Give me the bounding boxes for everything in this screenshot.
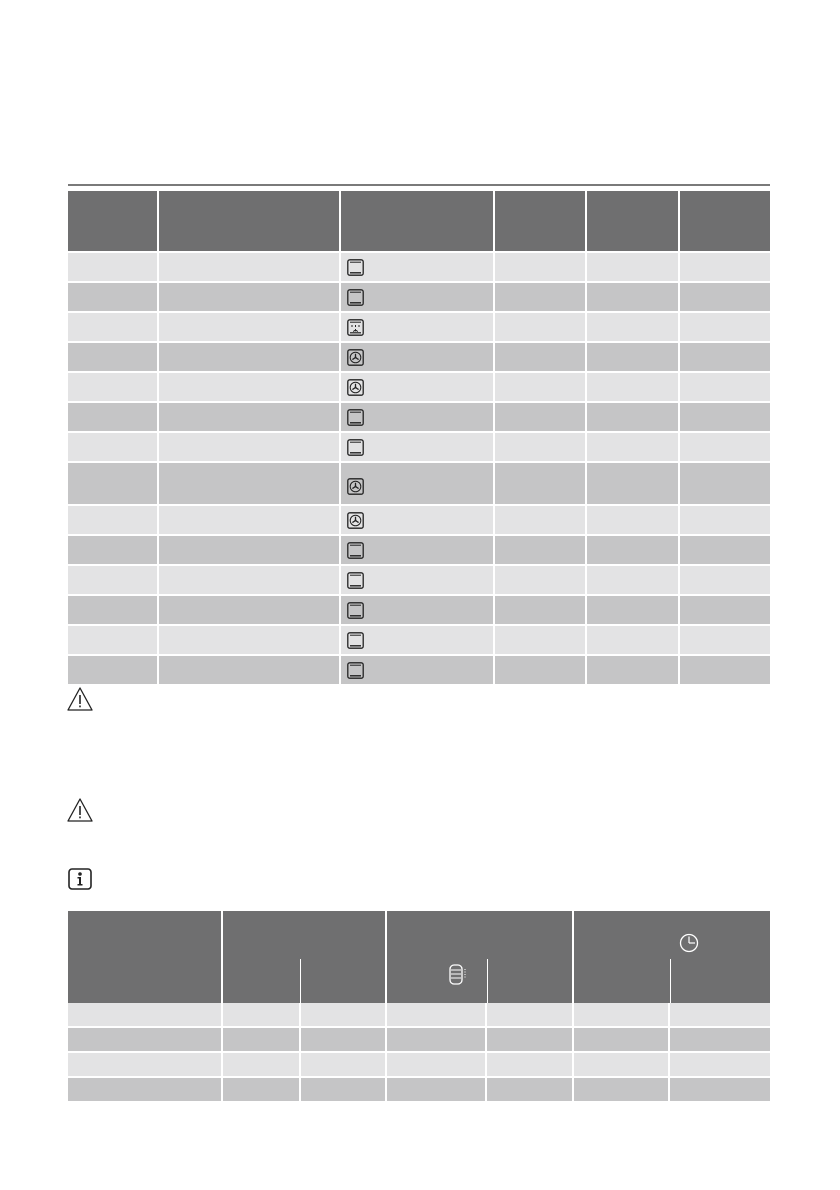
function-cell xyxy=(340,342,494,372)
table-cell xyxy=(158,595,340,625)
table-cell xyxy=(68,1027,222,1052)
table-cell xyxy=(494,432,586,462)
table-cell xyxy=(573,1052,669,1077)
cooking-table-header xyxy=(68,191,770,252)
table-row xyxy=(68,252,770,282)
header-cell-4 xyxy=(494,191,586,252)
conventional-cooking-icon xyxy=(347,572,364,589)
table-cell xyxy=(586,432,679,462)
table-cell xyxy=(586,625,679,655)
conventional-cooking-icon xyxy=(347,602,364,619)
table-row xyxy=(68,1003,770,1027)
true-fan-cooking-icon xyxy=(347,379,364,396)
function-cell xyxy=(340,282,494,312)
table-cell xyxy=(486,1052,573,1077)
table-cell xyxy=(679,625,770,655)
table-cell xyxy=(586,402,679,432)
conventional-cooking-icon xyxy=(347,439,364,456)
table-cell xyxy=(68,312,158,342)
table-cell xyxy=(586,342,679,372)
function-cell xyxy=(340,625,494,655)
table-cell xyxy=(494,312,586,342)
function-cell xyxy=(340,312,494,342)
table-cell xyxy=(158,342,340,372)
true-fan-cooking-icon xyxy=(347,478,364,495)
header-group-1 xyxy=(68,911,222,1003)
table-cell xyxy=(679,252,770,282)
table-cell xyxy=(679,312,770,342)
header-cell-1 xyxy=(68,191,158,252)
header-group-2 xyxy=(222,911,386,1003)
table-cell xyxy=(386,1003,486,1027)
table-cell xyxy=(679,402,770,432)
table-row xyxy=(68,372,770,402)
table-cell xyxy=(586,595,679,625)
table-cell xyxy=(68,1003,222,1027)
table-cell xyxy=(158,252,340,282)
table-cell xyxy=(669,1027,770,1052)
table-cell xyxy=(68,625,158,655)
table-cell xyxy=(486,1003,573,1027)
table-cell xyxy=(669,1003,770,1027)
table-row xyxy=(68,342,770,372)
header-cell-2 xyxy=(158,191,340,252)
header-cell-5 xyxy=(586,191,679,252)
table-cell xyxy=(158,402,340,432)
table-cell xyxy=(386,1027,486,1052)
conventional-cooking-icon xyxy=(347,632,364,649)
table-cell xyxy=(158,655,340,685)
table-row xyxy=(68,535,770,565)
function-cell xyxy=(340,432,494,462)
table-cell xyxy=(586,252,679,282)
header-group-3 xyxy=(386,911,573,1003)
pizza-setting-icon xyxy=(347,319,364,336)
table-cell xyxy=(494,462,586,505)
table-row xyxy=(68,1027,770,1052)
table-row xyxy=(68,282,770,312)
table-cell xyxy=(679,342,770,372)
table-row xyxy=(68,1052,770,1077)
table-row xyxy=(68,565,770,595)
table-cell xyxy=(158,505,340,535)
top-divider-rule xyxy=(68,184,770,186)
table-cell xyxy=(68,655,158,685)
conventional-cooking-icon xyxy=(347,259,364,276)
function-cell xyxy=(340,655,494,685)
table-cell xyxy=(494,565,586,595)
table-cell xyxy=(586,282,679,312)
table-cell xyxy=(669,1052,770,1077)
table-cell xyxy=(573,1077,669,1102)
table-cell xyxy=(494,252,586,282)
table-cell xyxy=(586,312,679,342)
table-cell xyxy=(68,505,158,535)
function-cell xyxy=(340,372,494,402)
table-cell xyxy=(158,372,340,402)
table-cell xyxy=(586,565,679,595)
table-cell xyxy=(158,625,340,655)
function-cell xyxy=(340,595,494,625)
table-cell xyxy=(300,1077,386,1102)
settings-table-header xyxy=(68,911,770,1003)
table-cell xyxy=(68,565,158,595)
table-cell xyxy=(494,595,586,625)
conventional-cooking-icon xyxy=(347,542,364,559)
warning-triangle-icon xyxy=(66,686,94,712)
table-row xyxy=(68,312,770,342)
table-cell xyxy=(158,432,340,462)
table-cell xyxy=(300,1052,386,1077)
header-cell-3 xyxy=(340,191,494,252)
cooking-table xyxy=(68,191,770,686)
table-cell xyxy=(386,1052,486,1077)
table-cell xyxy=(68,372,158,402)
table-cell xyxy=(679,432,770,462)
table-cell xyxy=(158,282,340,312)
table-cell xyxy=(68,282,158,312)
table-row xyxy=(68,625,770,655)
table-cell xyxy=(158,462,340,505)
table-cell xyxy=(586,655,679,685)
table-cell xyxy=(486,1027,573,1052)
table-row xyxy=(68,462,770,505)
table-cell xyxy=(494,535,586,565)
table-cell xyxy=(679,565,770,595)
table-cell xyxy=(679,505,770,535)
table-cell xyxy=(494,342,586,372)
function-cell xyxy=(340,402,494,432)
function-cell xyxy=(340,535,494,565)
table-cell xyxy=(68,402,158,432)
header-group-4 xyxy=(573,911,770,1003)
table-cell xyxy=(300,1003,386,1027)
table-cell xyxy=(486,1077,573,1102)
settings-table xyxy=(68,911,770,1103)
table-cell xyxy=(300,1027,386,1052)
warning-triangle-icon xyxy=(66,797,94,823)
table-cell xyxy=(586,535,679,565)
table-cell xyxy=(386,1077,486,1102)
table-cell xyxy=(222,1027,300,1052)
table-cell xyxy=(669,1077,770,1102)
table-cell xyxy=(679,655,770,685)
table-row xyxy=(68,505,770,535)
table-cell xyxy=(68,432,158,462)
table-cell xyxy=(68,535,158,565)
table-cell xyxy=(494,372,586,402)
table-row xyxy=(68,1077,770,1102)
table-cell xyxy=(494,625,586,655)
table-cell xyxy=(222,1052,300,1077)
shelf-position-icon xyxy=(449,964,469,986)
table-cell xyxy=(494,282,586,312)
conventional-cooking-icon xyxy=(347,289,364,306)
conventional-cooking-icon xyxy=(347,409,364,426)
table-row xyxy=(68,655,770,685)
info-icon xyxy=(68,868,92,890)
table-cell xyxy=(68,1052,222,1077)
table-cell xyxy=(158,535,340,565)
table-cell xyxy=(586,505,679,535)
table-cell xyxy=(586,372,679,402)
header-cell-6 xyxy=(679,191,770,252)
table-cell xyxy=(573,1003,669,1027)
table-cell xyxy=(158,565,340,595)
table-cell xyxy=(679,595,770,625)
table-cell xyxy=(68,595,158,625)
table-cell xyxy=(222,1003,300,1027)
function-cell xyxy=(340,462,494,505)
table-cell xyxy=(68,342,158,372)
table-cell xyxy=(222,1077,300,1102)
table-cell xyxy=(68,462,158,505)
table-cell xyxy=(679,282,770,312)
table-cell xyxy=(68,252,158,282)
function-cell xyxy=(340,252,494,282)
true-fan-cooking-icon xyxy=(347,512,364,529)
table-row xyxy=(68,432,770,462)
table-row xyxy=(68,595,770,625)
table-cell xyxy=(573,1027,669,1052)
table-cell xyxy=(586,462,679,505)
clock-icon xyxy=(679,933,699,953)
function-cell xyxy=(340,505,494,535)
true-fan-cooking-icon xyxy=(347,349,364,366)
table-cell xyxy=(494,505,586,535)
table-row xyxy=(68,402,770,432)
table-cell xyxy=(494,402,586,432)
table-cell xyxy=(494,655,586,685)
conventional-cooking-icon xyxy=(347,662,364,679)
table-cell xyxy=(679,462,770,505)
table-cell xyxy=(68,1077,222,1102)
function-cell xyxy=(340,565,494,595)
table-cell xyxy=(158,312,340,342)
table-cell xyxy=(679,372,770,402)
table-cell xyxy=(679,535,770,565)
